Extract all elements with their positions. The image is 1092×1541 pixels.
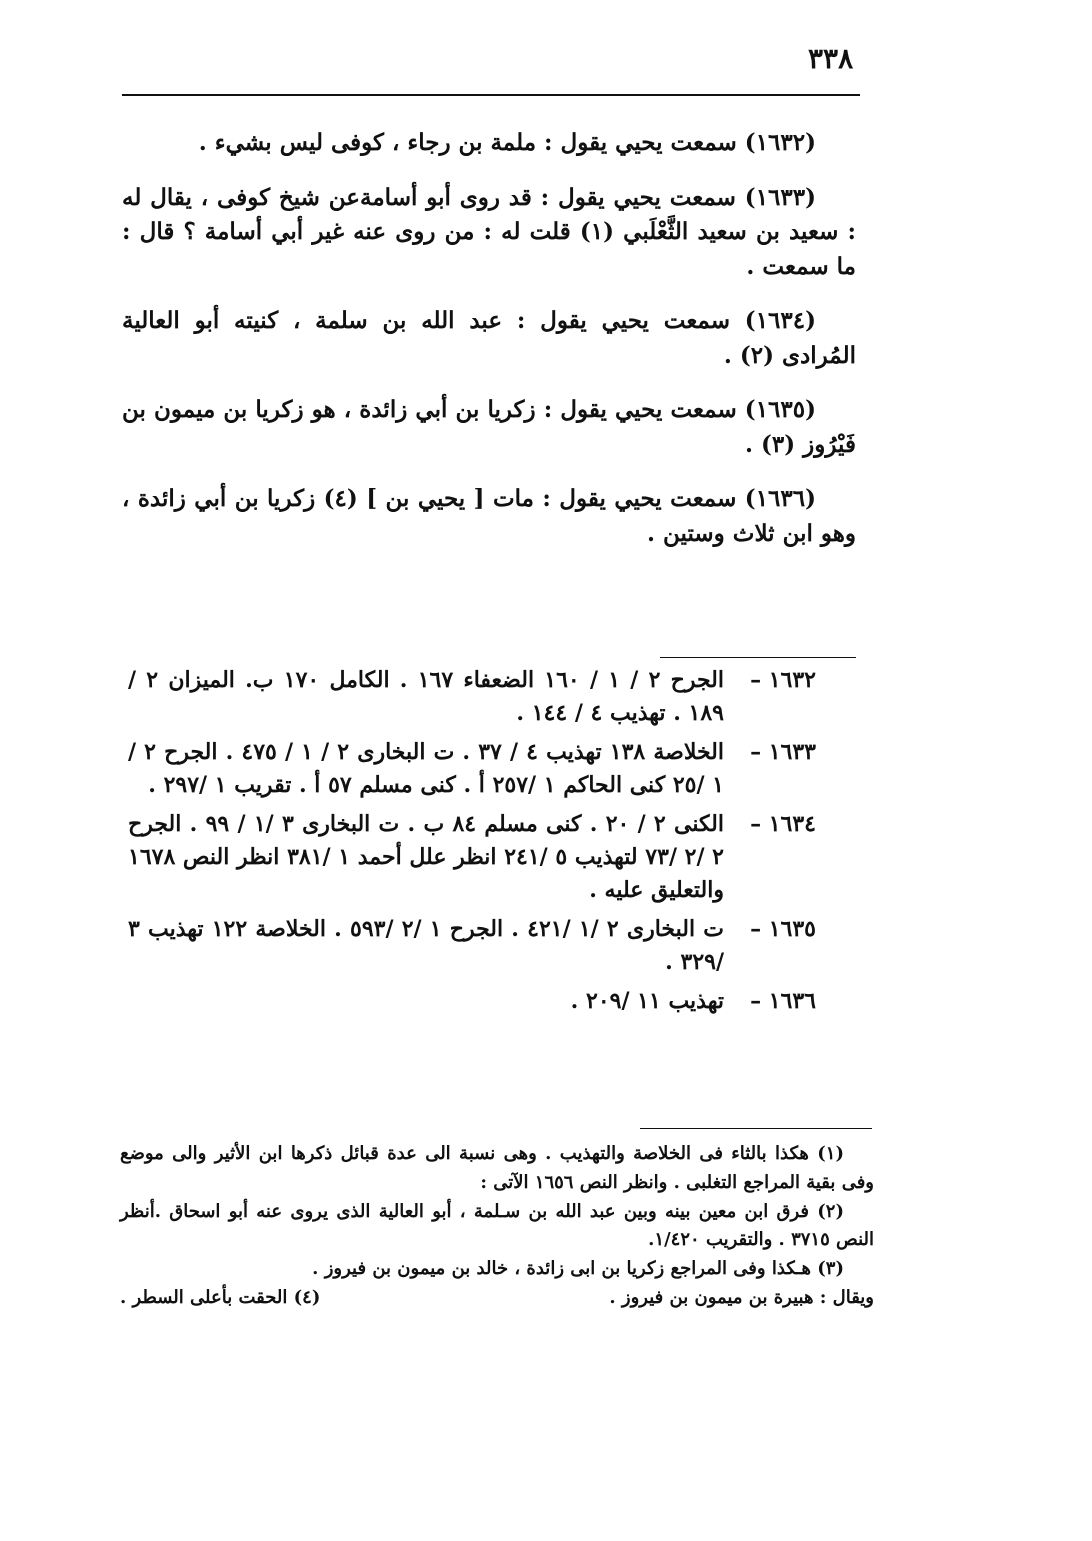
entry-1633: (١٦٣٣) سمعت يحيي يقول : قد روى أبو أسامةعن شيخ كوفى ، يقال له : سعيد بن سعيد الثَّعْلَبي (١) قلت له : من روى عنه غير أبي أسامة ؟ قال : ما سمعت .	[122, 183, 856, 280]
reference-1632	[128, 664, 816, 730]
reference-text: الكنى ٢ / ٢٠ . كنى مسلم ٨٤ ب . ت البخارى ٣ /١ / ٩٩ . الجرح ٢ /٢ /٧٣ لتهذيب ٥ /٢٤١ انظر علل أحمد ١ /٣٨١ انظر النص ١٦٧٨ والتعليق عليه .	[128, 811, 724, 903]
references	[128, 664, 816, 1024]
entry-1632: (١٦٣٢) سمعت يحيي يقول : ملمة بن رجاء ، كوفى ليس بشيء .	[198, 129, 816, 156]
reference-1633	[128, 736, 816, 802]
reference-number: ١٦٣٦ –	[750, 988, 816, 1014]
entry-1636: (١٦٣٦) سمعت يحيي يقول : مات [ يحيي بن ] (٤) زكريا بن أبي زائدة ، وهو ابن ثلاث وستين .	[122, 485, 856, 547]
footnote-3-continued: ويقال : هبيرة بن ميمون بن فيروز .	[609, 1286, 874, 1308]
footnote-last-line	[120, 1284, 874, 1313]
reference-text: ت البخارى ٢ /١ /٤٢١ . الجرح ١ /٢ /٥٩٣ . الخلاصة ١٢٢ تهذيب ٣ /٣٢٩ .	[128, 916, 724, 975]
footnote-4: (٤) الحقت بأعلى السطر .	[120, 1286, 321, 1308]
reference-1634	[128, 808, 816, 907]
footnote-1: (١) هكذا بالثاء فى الخلاصة والتهذيب . وهى نسبة الى عدة قبائل ذكرها ابن الأثير والى موضع وفى بقية المراجع التغلبى . وانظر النص ١٦٥٦ الآتى :	[120, 1143, 874, 1193]
entry-1634: (١٦٣٤) سمعت يحيي يقول : عبد الله بن سلمة ، كنيته أبو العالية المُرادى (٢) .	[122, 307, 856, 369]
references-rule	[660, 657, 856, 658]
reference-1635	[128, 913, 816, 979]
reference-text: الجرح ٢ / ١ / ١٦٠ الضعفاء ١٦٧ . الكامل ١٧٠ ب. الميزان ٢ / ١٨٩ . تهذيب ٤ / ١٤٤ .	[128, 667, 724, 726]
footnotes	[120, 1140, 874, 1313]
reference-1636	[128, 985, 816, 1018]
reference-text: تهذيب ١١ /٢٠٩ .	[570, 988, 724, 1014]
reference-number: ١٦٣٥ –	[750, 916, 816, 942]
reference-text: الخلاصة ١٣٨ تهذيب ٤ / ٣٧ . ت البخارى ٢ / ١ / ٤٧٥ . الجرح ٢ /١ /٢٥ كنى الحاكم ١ /٢٥٧ أ . كنى مسلم ٥٧ أ . تقريب ١ /٢٩٧ .	[128, 739, 724, 798]
header-rule	[122, 94, 860, 96]
reference-number: ١٦٣٢ –	[750, 667, 816, 693]
page-number: ٣٣٨	[808, 42, 854, 75]
footnote-3: (٣) هـكذا وفى المراجع زكريا بن ابى زائدة ، خالد بن ميمون بن فيروز .	[312, 1258, 844, 1280]
main-text	[122, 126, 856, 551]
reference-number: ١٦٣٤ –	[750, 811, 816, 837]
footnote-2: (٢) فرق ابن معين بينه وبين عبد الله بن سـلمة ، أبو العالية الذى يروى عنه أبو اسحاق .أنظر النص ٣٧١٥ . والتقريب ١/٤٢٠.	[120, 1200, 874, 1251]
footnotes-rule	[640, 1128, 872, 1129]
reference-number: ١٦٣٣ –	[750, 739, 816, 765]
entry-1635: (١٦٣٥) سمعت يحيي يقول : زكريا بن أبي زائدة ، هو زكريا بن ميمون بن فَيْرُوز (٣) .	[122, 396, 856, 458]
